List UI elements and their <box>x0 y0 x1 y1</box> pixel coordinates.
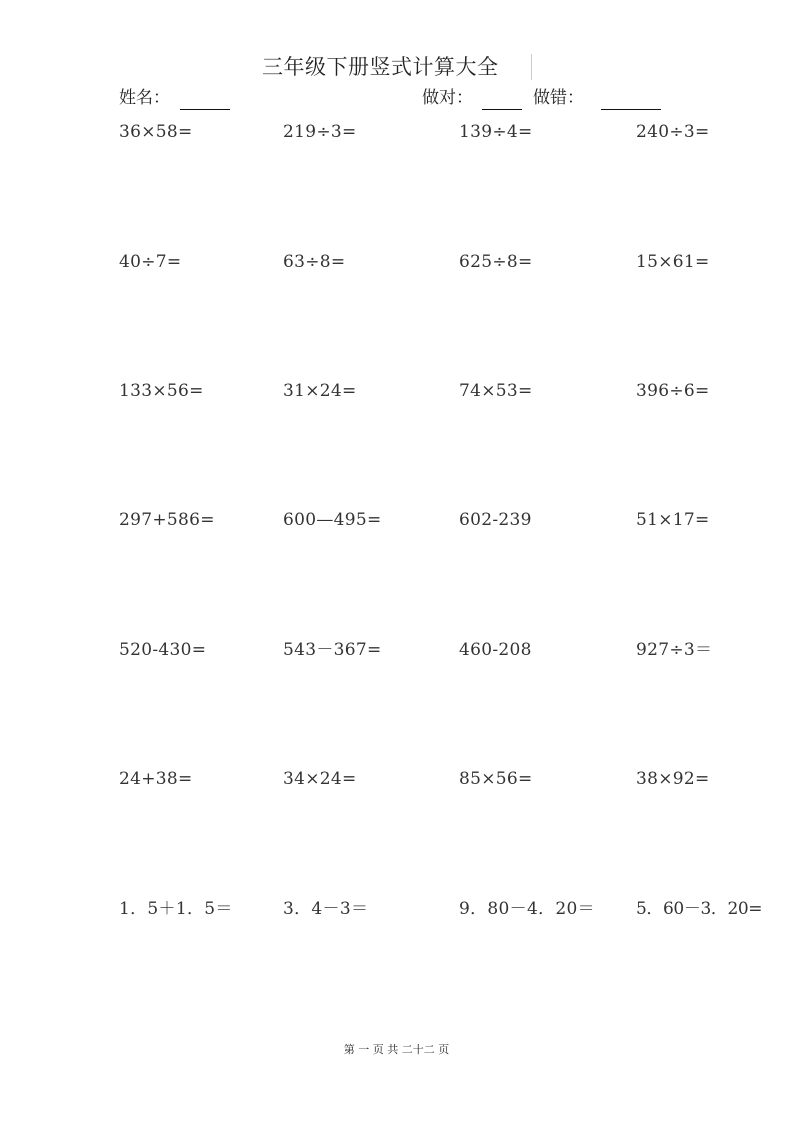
problem: 5．60－3．20= <box>636 899 763 919</box>
problem: 520-430= <box>119 640 207 660</box>
problem: 74×53= <box>459 381 533 401</box>
problem: 3．4－3＝ <box>283 899 369 919</box>
problem: 396÷6= <box>636 381 710 401</box>
problem: 219÷3= <box>283 122 357 142</box>
problem: 600—495= <box>283 510 382 530</box>
problem: 543－367= <box>283 640 382 660</box>
problem: 240÷3= <box>636 122 710 142</box>
name-label: 姓名： <box>119 88 170 108</box>
problem: 38×92= <box>636 769 710 789</box>
problem: 927÷3＝ <box>636 640 713 660</box>
page-title: 三年级下册竖式计算大全 <box>262 55 499 79</box>
wrong-label: 做错： <box>533 88 584 108</box>
problem: 602-239 <box>459 510 532 530</box>
problem: 63÷8= <box>283 252 346 272</box>
name-blank-line[interactable] <box>180 109 230 110</box>
problem: 85×56= <box>459 769 533 789</box>
text-cursor-bar <box>531 54 532 80</box>
wrong-blank-line[interactable] <box>601 109 661 110</box>
problem: 31×24= <box>283 381 357 401</box>
problem: 460-208 <box>459 640 532 660</box>
correct-blank-line[interactable] <box>482 109 522 110</box>
problem: 9．80－4．20＝ <box>459 899 595 919</box>
problem: 625÷8= <box>459 252 533 272</box>
problem: 133×56= <box>119 381 204 401</box>
problem: 139÷4= <box>459 122 533 142</box>
correct-label: 做对： <box>422 88 473 108</box>
problem: 36×58= <box>119 122 193 142</box>
problem: 34×24= <box>283 769 357 789</box>
problem: 15×61= <box>636 252 710 272</box>
page-footer: 第 一 页 共 二十二 页 <box>343 1043 450 1056</box>
problem: 297+586= <box>119 510 215 530</box>
problem: 40÷7= <box>119 252 182 272</box>
problem: 24+38= <box>119 769 193 789</box>
problem: 1．5＋1．5＝ <box>119 899 233 919</box>
problem: 51×17= <box>636 510 710 530</box>
